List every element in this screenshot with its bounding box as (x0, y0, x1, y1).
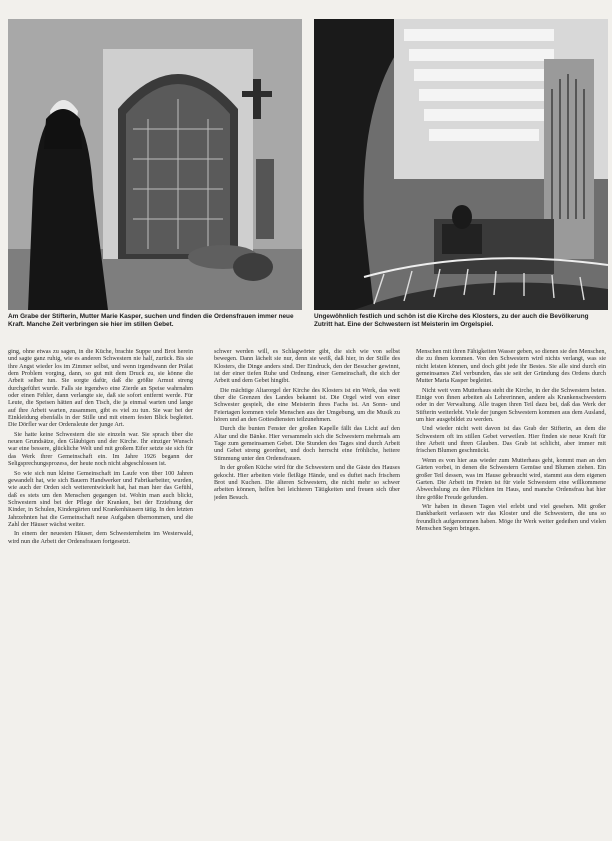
text-column-3 (416, 348, 606, 834)
caption-left: Am Grabe der Stifterin, Mutter Marie Kasper, suchen und finden die Ordensfrauen immer neue Kraft. Manche Zeit verbringen sie hier im stillen Gebet. (8, 313, 294, 328)
paragraph: Nicht weit vom Mutterhaus steht die Kirche, in der die Schwestern beten. Einige von ihnen arbeiten als Lehrerinnen, andere als Krankenschwestern oder in der Verwaltung. Alle tragen ihren Teil dazu bei, daß das Werk der Stifterin weiterlebt. Viele der jungen Schwestern kommen aus dem Ausland, um hier ausgebildet zu werden. (416, 386, 606, 424)
paragraph: In der großen Küche wird für die Schwestern und die Gäste des Hauses gekocht. Hier arbeiten viele fleißige Hände, und es duftet nach frischem Brot und Kuchen. Die älteren Schwestern, die nicht mehr so schwer arbeiten können, helfen bei leichteren Tätigkeiten und freuen sich über jeden Besuch. (214, 464, 400, 501)
paragraph: Wenn es von hier aus wieder zum Mutterhaus geht, kommt man an den Gärten vorbei, in denen die Schwestern Gemüse und Blumen ziehen. Ein großer Teil dessen, was im Hause gebraucht wird, stammt aus dem eigenen Garten. Die Arbeit im Freien ist für viele Schwestern eine willkommene Abwechslung zu den Pflichten im Haus, und manche Ordensfrau hat hier ihre größte Freude gefunden. (416, 456, 606, 501)
paragraph: schwer werden will, es Schlagwörter gibt, die sich wie von selbst bewegen. Dann lächelt sie nur, denn sie weiß, daß hier, in der Stille des Klosters, die Dinge anders sind. Der Eindruck, den der Besucher gewinnt, ist der einer tiefen Ruhe und Ordnung, einer Gemeinschaft, die sich der Arbeit und dem Gebet hingibt. (214, 348, 400, 385)
caption-right: Ungewöhnlich festlich und schön ist die Kirche des Klosters, zu der auch die Bevölkerung Zutritt hat. Eine der Schwestern ist Meisterin im Orgelspiel. (314, 313, 589, 328)
paragraph: Menschen mit ihren Fähigkeiten Wasser geben, so dienen sie den Menschen, die zu ihnen kommen. Von den Schwestern wird nichts verlangt, was sie nicht leisten können, und doch gibt jede ihr Bestes. Sie alle sind durch ein gemeinsames Ziel verbunden, das sie seit der Gründung des Ordens durch Mutter Maria Kasper begleitet. (416, 348, 606, 385)
paragraph: Die mächtige Altarorgel der Kirche des Klosters ist ein Werk, das weit über die Grenzen des Landes bekannt ist. Die Orgel wird von einer Schwester gespielt, die eine Meisterin ihres Fachs ist. An Sonn- und Feiertagen kommen viele Menschen aus der Umgebung, um die Musik zu hören und an den Gottesdiensten teilzunehmen. (214, 386, 400, 424)
paragraph: Sie hatte keine Schwestern die sie einzeln war. Sie sprach über die neuen Grundsätze, den Gläubigen und der Kirche. Ihr einziger Wunsch war eine bessere, glückliche Welt und mit großem Eifer setzte sie sich für das Werk ihrer Gemeinschaft ein. Im Jahre 1926 begann der Seligsprechungsprozess, der heute noch nicht abgeschlossen ist. (8, 430, 193, 468)
paragraph: In einem der neuesten Häuser, dem Schwesternheim im Westerwald, wird nun die Arbeit der Ordensfrauen fortgesetzt. (8, 530, 193, 545)
paragraph: ging, ohne etwas zu sagen, in die Küche, brachte Suppe und Brot herein und sagte ganz ruhig, wie es anderen Schwestern nie half, zurück. Bis sie ihre Angst wieder los im Zimmer selbst, und wenn irgendwann der Prälat dem Problem vorging, dann, so gut mit dem Druck zu, sie könne die Arbeit selber tun. Sie sorgte dafür, daß die größte Armut streng durchgeführt wurde. Falls sie irgendwo eine Zierde an Speise wahrnahm oder einen Fehler, dann verlangte sie, daß sie sofort entfernt werde. Für Leute, die Speisen hätten auf den Tisch, die ja einmal warten und lange auf ihre Arbeit warten, zusammen, gibt es viel zu tun. Sie war bei der Einkleidung ebenfalls in der Stille und mit einem festen Blick begleitet. Die Dörfler war der Ordensleute der junge Art. (8, 348, 193, 429)
text-column-1 (8, 348, 193, 834)
text-column-2 (214, 348, 400, 834)
paragraph: Durch die bunten Fenster der großen Kapelle fällt das Licht auf den Altar und die Bänke. Hier versammeln sich die Schwestern mehrmals am Tage zum gemeinsamen Gebet. Die Stunden des Tages sind durch Arbeit und Gebet streng geordnet, und doch herrscht eine fröhliche, heitere Stimmung unter den Ordensfrauen. (214, 425, 400, 462)
photo-grave-of-founder (8, 19, 302, 310)
paragraph: Wir haben in diesen Tagen viel erlebt und viel gesehen. Mit großer Dankbarkeit verlassen wir das Kloster und die Schwestern, die uns so freundlich aufgenommen haben. Möge ihr Werk weiter gedeihen und vielen Menschen Segen bringen. (416, 502, 606, 532)
paragraph: Und wieder nicht weit davon ist das Grab der Stifterin, an dem die Schwestern oft im stillen Gebet verweilen. Hier finden sie neue Kraft für ihre Arbeit und ihren Glauben. Das Grab ist schlicht, aber immer mit frischen Blumen geschmückt. (416, 425, 606, 455)
grave-scene-illustration (8, 19, 302, 310)
paragraph: So wie sich nun kleine Gemeinschaft im Laufe von über 100 Jahren gewandelt hat, wie sich Bauern Handwerker und Fabrikarbeiter, wurden, wie auch der Orden sich weiterentwickelt hat, hat man hier das Gefühl, daß es stets um den Menschen gegangen ist. Wohin man auch blickt, Schwestern sind bei der Pflege der Kranken, bei der Erziehung der Kinder, in Schulen, Kindergärten und Krankenhäusern tätig. In den letzten Jahrzehnten hat die Gemeinschaft neue Aufgaben übernommen, und die Zahl der Häuser wächst weiter. (8, 469, 193, 528)
organ-scene-illustration (314, 19, 608, 310)
photo-church-organ (314, 19, 608, 310)
